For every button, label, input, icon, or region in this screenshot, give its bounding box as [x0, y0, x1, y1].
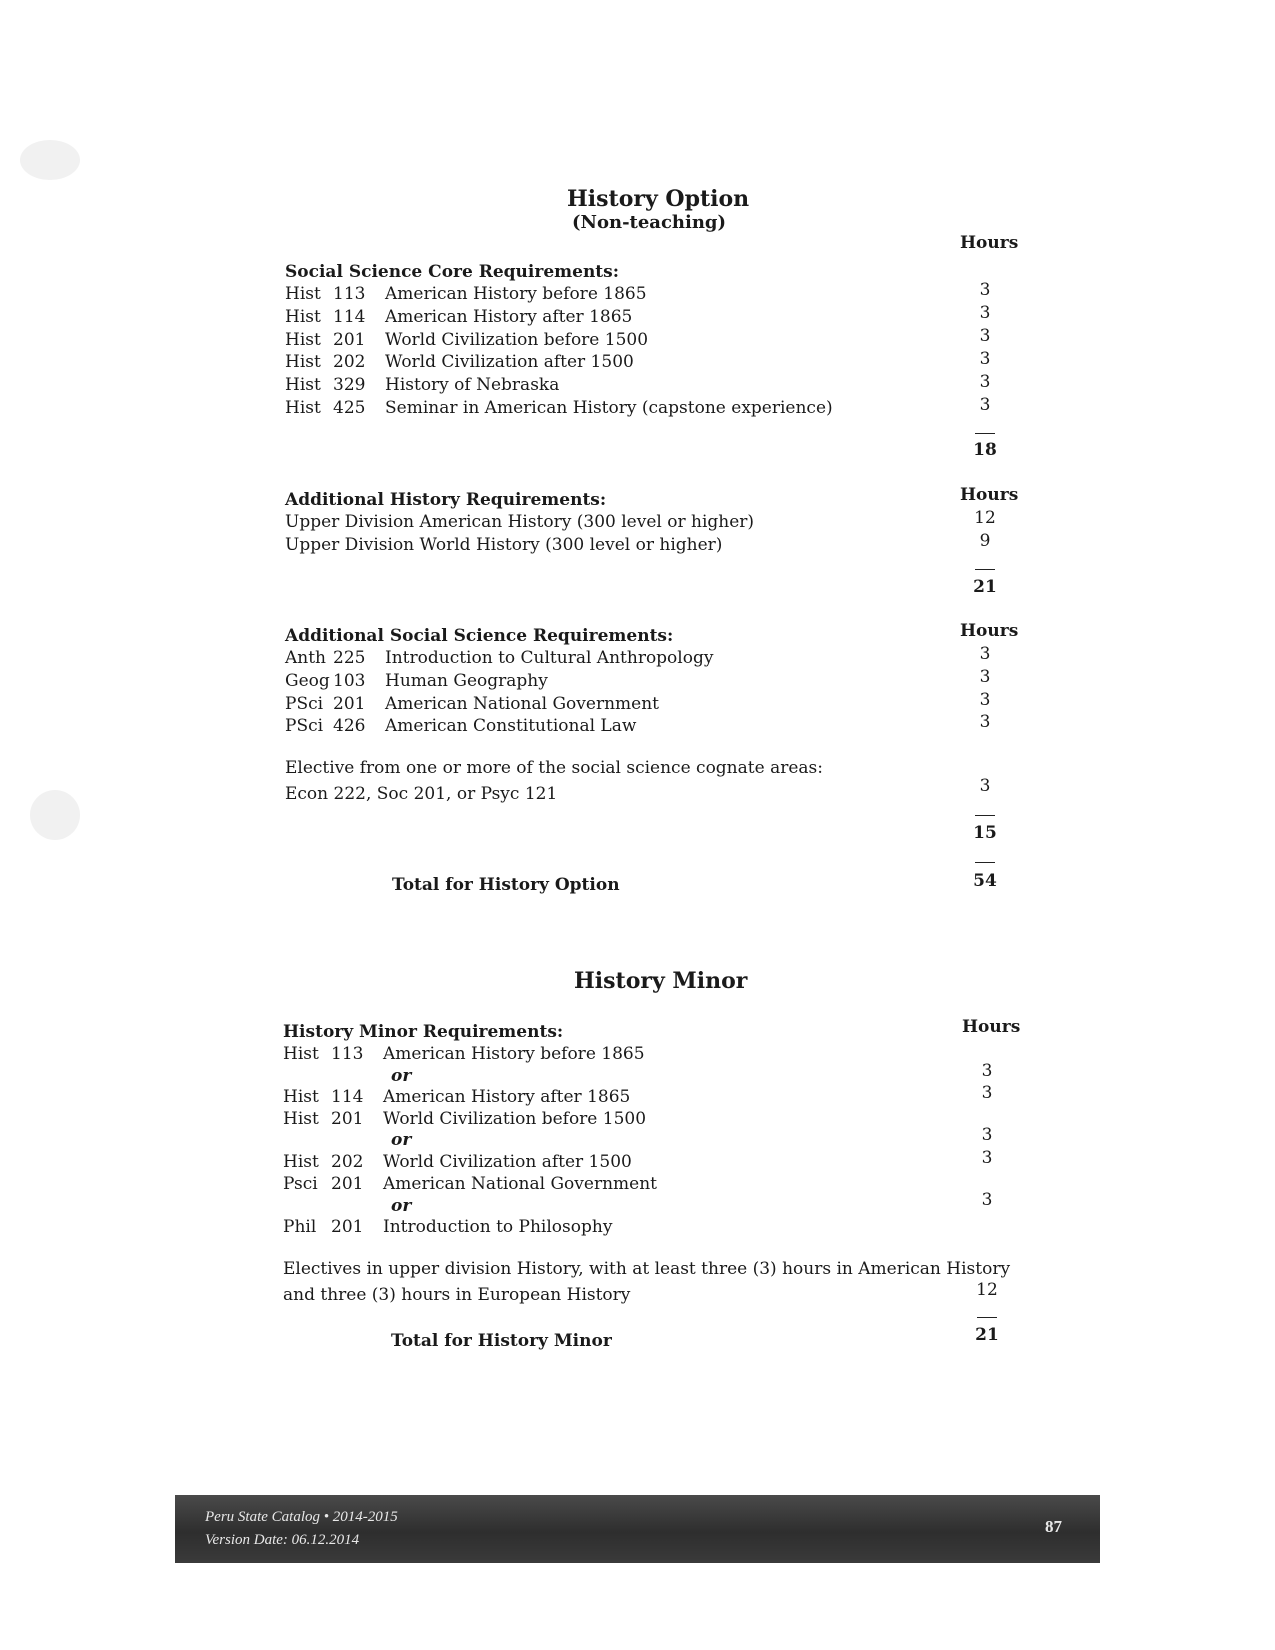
course-hours: 3 [979, 372, 991, 392]
minor-total-label: Total for History Minor [391, 1331, 612, 1351]
course-row: Hist 202 World Civilization after 1500 [285, 352, 634, 372]
option-title: History Option [567, 186, 750, 212]
or-label: or [391, 1066, 412, 1086]
course-row: Hist 114 American History after 1865 [285, 307, 633, 327]
total-rule [975, 862, 995, 863]
hours-header: Hours [962, 1017, 1021, 1037]
option-total: 54 [973, 871, 997, 891]
page-number: 87 [1045, 1517, 1062, 1536]
total-rule [977, 1317, 997, 1318]
course-row: Hist 113 American History before 1865 [283, 1044, 645, 1064]
course-hours: 3 [979, 280, 991, 300]
course-hours: 3 [979, 644, 991, 664]
hours-header: Hours [960, 621, 1019, 641]
course-hours: 3 [979, 303, 991, 323]
version-date: Version Date: 06.12.2014 [205, 1532, 360, 1548]
course-hours: 3 [979, 690, 991, 710]
course-hours: 3 [979, 349, 991, 369]
elective-line: Elective from one or more of the social science cognate areas: [285, 758, 823, 778]
course-row: PSci 426 American Constitutional Law [285, 716, 637, 736]
electives-line: Electives in upper division History, with at least three (3) hours in American History [283, 1259, 1011, 1279]
hours-header: Hours [960, 485, 1019, 505]
scan-smudge [30, 790, 80, 840]
course-hours: 3 [981, 1148, 993, 1168]
minor-total: 21 [975, 1325, 999, 1345]
subtotal-rule [975, 433, 995, 434]
subtotal-rule [975, 815, 995, 816]
course-row: Hist 329 History of Nebraska [285, 375, 560, 395]
requirement-line: Upper Division World History (300 level or higher) [285, 535, 723, 555]
course-hours: 3 [981, 1190, 993, 1210]
course-hours: 3 [981, 1083, 993, 1103]
option-subtitle: (Non-teaching) [572, 212, 727, 233]
core-requirements-header: Social Science Core Requirements: [285, 262, 620, 282]
course-row: Geog 103 Human Geography [285, 671, 548, 691]
additional-social-science-header: Additional Social Science Requirements: [285, 626, 674, 646]
course-hours: 3 [981, 1061, 993, 1081]
elective-hours: 3 [979, 776, 991, 796]
requirement-hours: 12 [974, 508, 996, 528]
or-label: or [391, 1196, 412, 1216]
course-hours: 3 [981, 1125, 993, 1145]
subtotal-rule [975, 569, 995, 570]
course-row: Psci 201 American National Government [283, 1174, 657, 1194]
course-row: Hist 201 World Civilization before 1500 [285, 330, 649, 350]
course-hours: 3 [979, 395, 991, 415]
course-row: Hist 202 World Civilization after 1500 [283, 1152, 632, 1172]
requirement-line: Upper Division American History (300 level or higher) [285, 512, 755, 532]
scan-smudge [20, 140, 80, 180]
electives-hours: 12 [976, 1280, 998, 1300]
course-row: Hist 114 American History after 1865 [283, 1087, 631, 1107]
or-label: or [391, 1130, 412, 1150]
additional-history-header: Additional History Requirements: [285, 490, 607, 510]
course-hours: 3 [979, 326, 991, 346]
requirement-hours: 9 [979, 531, 991, 551]
course-hours: 3 [979, 667, 991, 687]
history-subtotal: 21 [973, 577, 997, 597]
course-row: Hist 113 American History before 1865 [285, 284, 647, 304]
course-row: PSci 201 American National Government [285, 694, 659, 714]
page-footer [175, 1495, 1100, 1563]
electives-line: and three (3) hours in European History [283, 1285, 631, 1305]
option-total-label: Total for History Option [392, 875, 620, 895]
catalog-title: Peru State Catalog • 2014-2015 [205, 1509, 398, 1525]
minor-title: History Minor [574, 968, 748, 994]
social-science-subtotal: 15 [973, 823, 997, 843]
course-row: Anth 225 Introduction to Cultural Anthropology [285, 648, 714, 668]
course-row: Phil 201 Introduction to Philosophy [283, 1217, 613, 1237]
course-row: Hist 201 World Civilization before 1500 [283, 1109, 647, 1129]
course-hours: 3 [979, 712, 991, 732]
hours-header: Hours [960, 233, 1019, 253]
elective-line: Econ 222, Soc 201, or Psyc 121 [285, 784, 558, 804]
course-row: Hist 425 Seminar in American History (capstone experience) [285, 398, 833, 418]
minor-requirements-header: History Minor Requirements: [283, 1022, 564, 1042]
core-subtotal: 18 [973, 440, 997, 460]
